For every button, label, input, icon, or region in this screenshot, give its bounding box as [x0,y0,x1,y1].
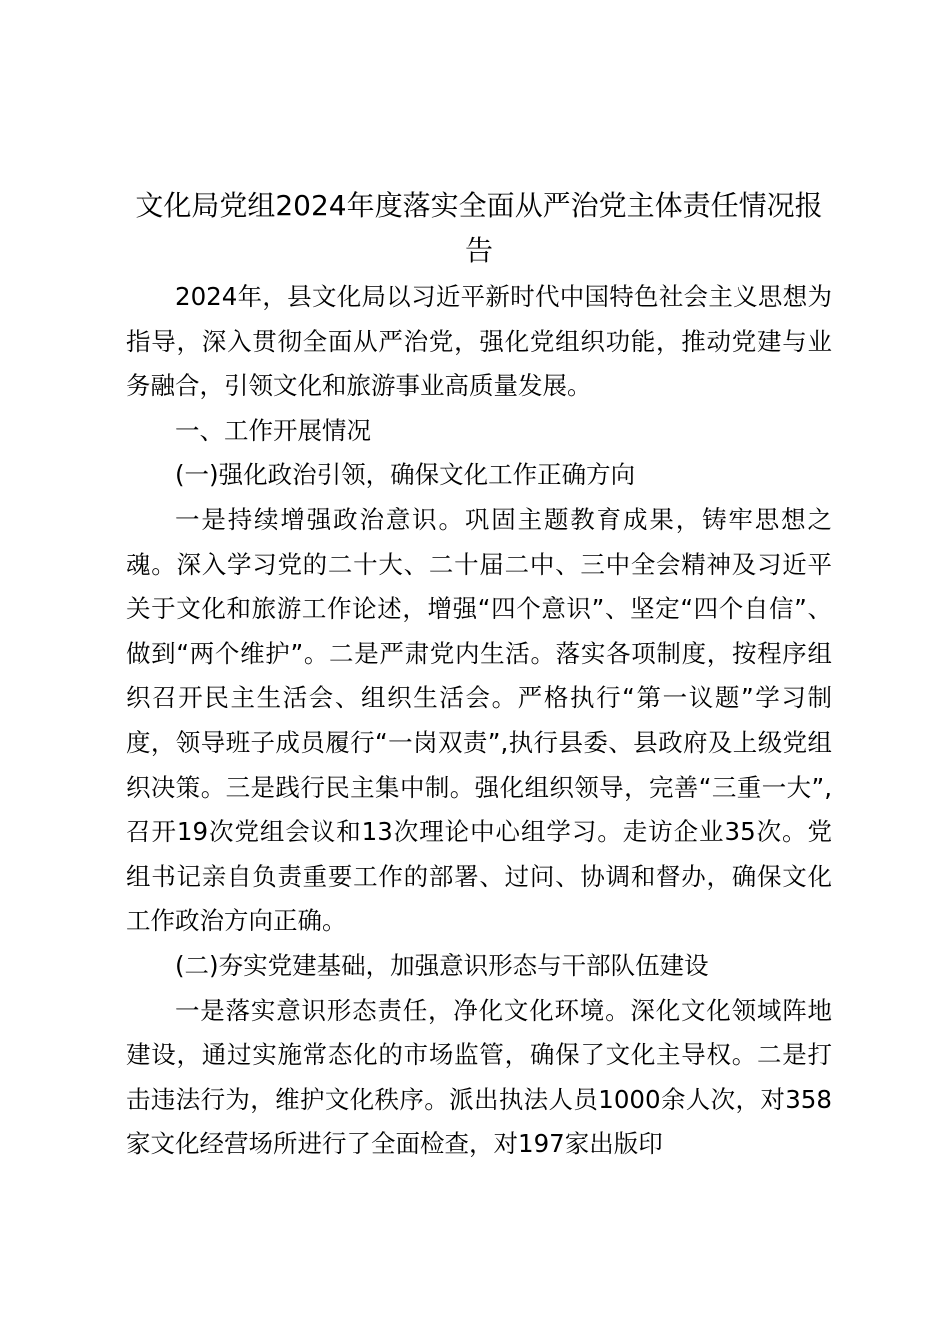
subsection-body-party-building: 一是落实意识形态责任，净化文化环境。深化文化领域阵地建设，通过实施常态化的市场监管，确保了文化主导权。二是打击违法行为，维护文化秩序。派出执法人员1000余人次，对358家文化经营场所进行了全面检查，对197家出版印 [126,995,832,1159]
document-page [126,183,832,1167]
intro-paragraph: 2024年，县文化局以习近平新时代中国特色社会主义思想为指导，深入贯彻全面从严治党，强化党组织功能，推动党建与业务融合，引领文化和旅游事业高质量发展。 [126,282,832,401]
subsection-body-political-guidance: 一是持续增强政治意识。巩固主题教育成果，铸牢思想之魂。深入学习党的二十大、二十届二中、三中全会精神及习近平关于文化和旅游工作论述，增强“四个意识”、坚定“四个自信”、做到“两个维护”。二是严肃党内生活。落实各项制度，按程序组织召开民主生活会、组织生活会。严格执行“第一议题”学习制度，领导班子成员履行“一岗双责”,执行县委、县政府及上级党组织决策。三是践行民主集中制。强化组织领导，完善“三重一大”,召开19次党组会议和13次理论中心组学习。走访企业35次。党组书记亲自负责重要工作的部署、过问、协调和督办，确保文化工作政治方向正确。 [126,504,832,936]
document-title: 文化局党组2024年度落实全面从严治党主体责任情况报告 [135,189,823,267]
subsection-heading-party-building: (二)夯实党建基础，加强意识形态与干部队伍建设 [175,950,709,980]
subsection-heading-political-guidance: (一)强化政治引领，确保文化工作正确方向 [175,460,636,490]
section-heading-work-progress: 一、工作开展情况 [175,415,371,445]
